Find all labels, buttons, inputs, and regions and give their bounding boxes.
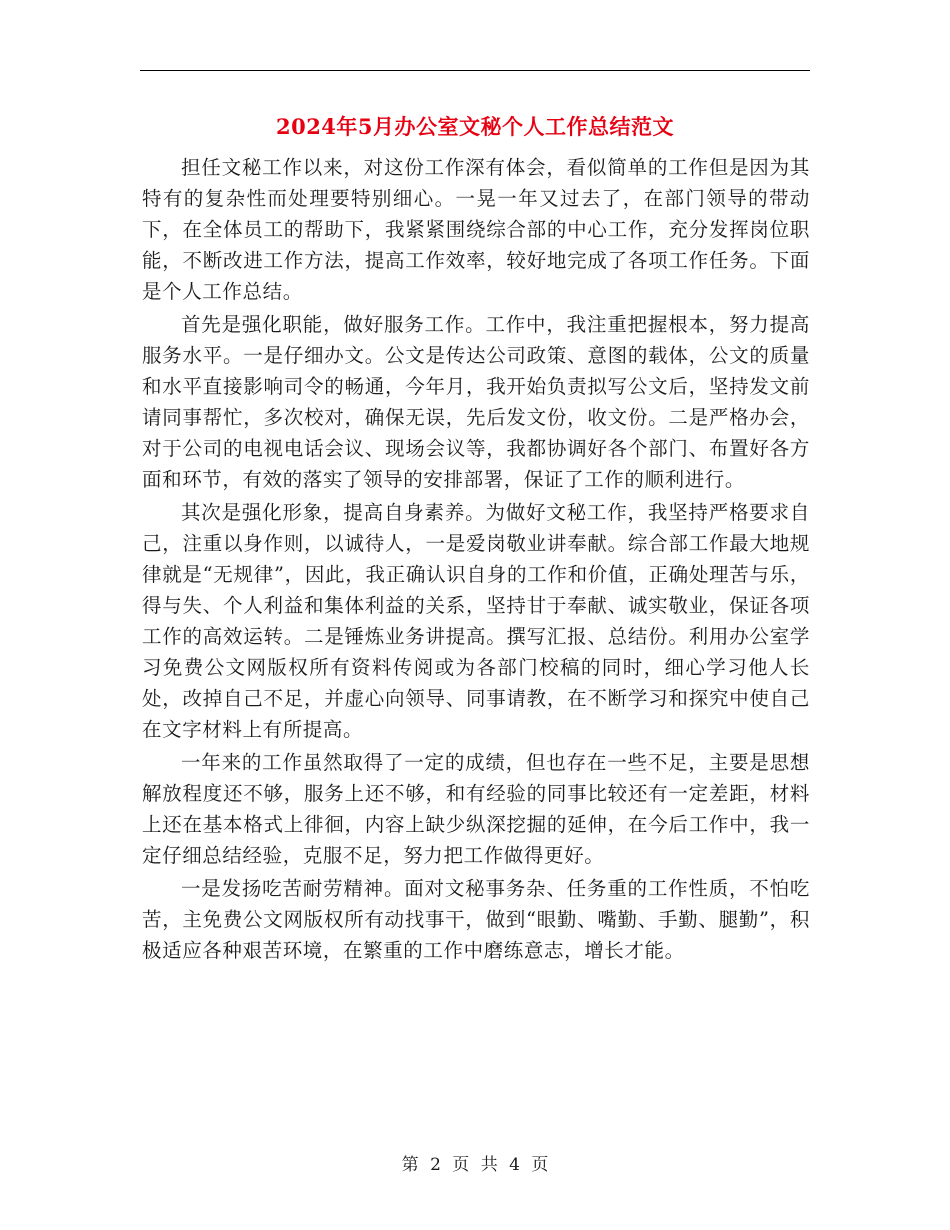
document-title: 2024年5月办公室文秘个人工作总结范文 xyxy=(275,114,675,139)
document-body xyxy=(142,152,810,968)
paragraph-hardwork: 一是发扬吃苦耐劳精神。面对文秘事务杂、任务重的工作性质，不怕吃苦，主免费公文网版权所有动找事干，做到“眼勤、嘴勤、手勤、腿勤”，积极适应各种艰苦环境，在繁重的工作中磨练意志，增长才能。 xyxy=(142,877,810,962)
paragraph-intro: 担任文秘工作以来，对这份工作深有体会，看似简单的工作但是因为其特有的复杂性而处理要特别细心。一晃一年又过去了，在部门领导的带动下，在全体员工的帮助下，我紧紧围绕综合部的中心工作，充分发挥岗位职能，不断改进工作方法，提高工作效率，较好地完成了各项工作任务。下面是个人工作总结。 xyxy=(142,156,810,303)
paragraph-functions: 首先是强化职能，做好服务工作。工作中，我注重把握根本，努力提高服务水平。一是仔细办文。公文是传达公司政策、意图的载体，公文的质量和水平直接影响司令的畅通，今年月，我开始负责拟写公文后，坚持发文前请同事帮忙，多次校对，确保无误，先后发文份，收文份。二是严格办会，对于公司的电视电话会议、现场会议等，我都协调好各个部门、布置好各方面和环节，有效的落实了领导的安排部署，保证了工作的顺利进行。 xyxy=(142,313,810,491)
paragraph-shortcomings: 一年来的工作虽然取得了一定的成绩，但也存在一些不足，主要是思想解放程度还不够，服务上还不够，和有经验的同事比较还有一定差距，材料上还在基本格式上徘徊，内容上缺少纵深挖掘的延伸，在今后工作中，我一定仔细总结经验，克服不足，努力把工作做得更好。 xyxy=(142,751,810,867)
paragraph-image: 其次是强化形象，提高自身素养。为做好文秘工作，我坚持严格要求自己，注重以身作则，以诚待人，一是爱岗敬业讲奉献。综合部工作最大地规律就是“无规律”，因此，我正确认识自身的工作和价值，正确处理苦与乐，得与失、个人利益和集体利益的关系，坚持甘于奉献、诚实敬业，保证各项工作的高效运转。二是锤炼业务讲提高。撰写汇报、总结份。利用办公室学习免费公文网版权所有资料传阅或为各部门校稿的同时，细心学习他人长处，改掉自己不足，并虚心向领导、同事请教，在不断学习和探究中使自己在文字材料上有所提高。 xyxy=(142,501,810,741)
page-number: 第 2 页 共 4 页 xyxy=(401,1155,549,1175)
header-rule xyxy=(140,70,810,71)
